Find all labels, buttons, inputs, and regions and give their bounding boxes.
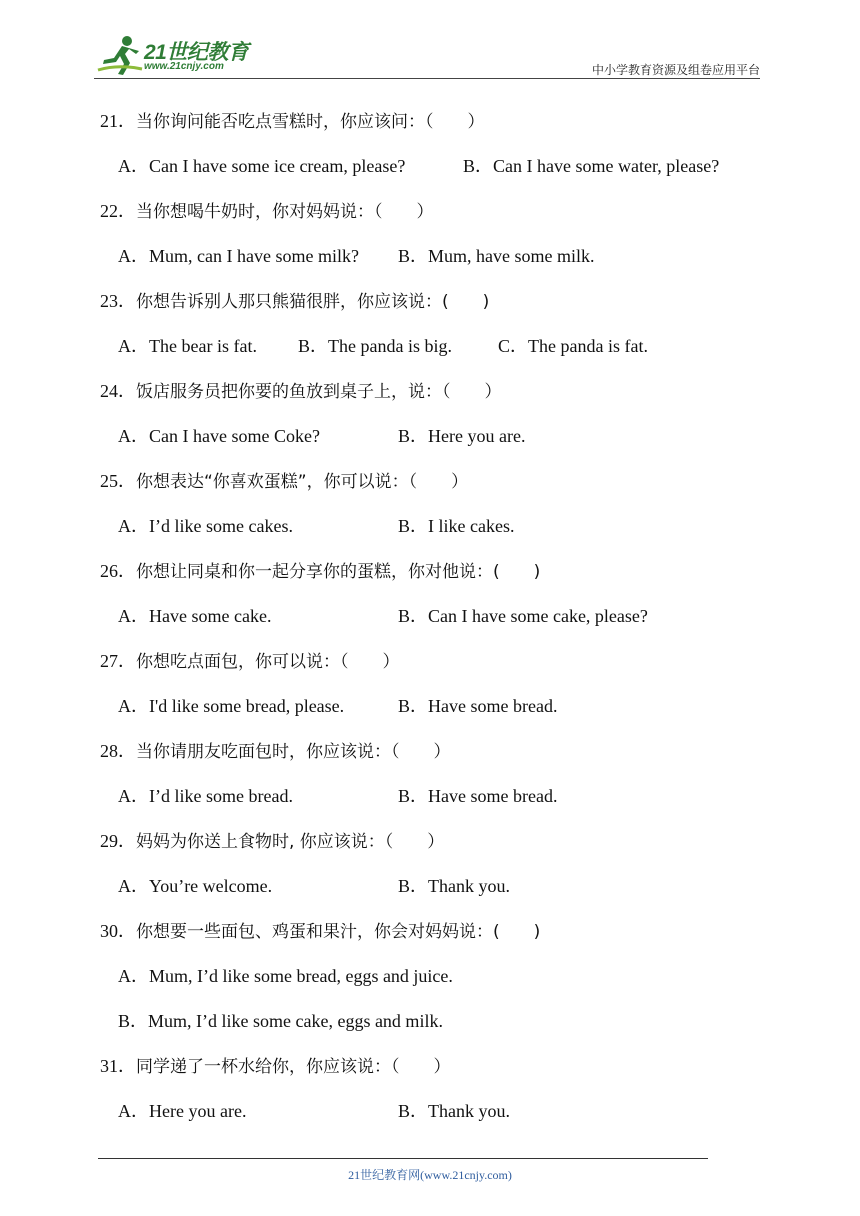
option-23-c: C．The panda is fat. [498, 336, 648, 356]
option-23-b: B．The panda is big. [298, 336, 452, 356]
option-30-b: B．Mum, I’d like some cake, eggs and milk. [118, 1011, 443, 1031]
footer-divider [98, 1158, 708, 1159]
question-number: 21． [100, 111, 136, 131]
question-number: 31． [100, 1056, 136, 1076]
question-number: 22． [100, 201, 136, 221]
question-stem: 你想吃点面包，你可以说：（ ） [136, 652, 400, 672]
runner-logo-icon [94, 34, 146, 76]
question-number: 23． [100, 291, 136, 311]
option-22-a: A．Mum, can I have some milk? [118, 246, 359, 266]
option-25-b: B．I like cakes. [398, 516, 515, 536]
option-31-a: A．Here you are. [118, 1101, 247, 1121]
question-29 [100, 832, 444, 851]
question-stem: 饭店服务员把你要的鱼放到桌子上，说：（ ） [136, 382, 502, 402]
logo-url: www.21cnjy.com [144, 61, 224, 72]
option-26-b: B．Can I have some cake, please? [398, 606, 648, 626]
question-stem: 当你询问能否吃点雪糕时，你应该问：（ ） [136, 112, 485, 132]
option-26-a: A．Have some cake. [118, 606, 272, 626]
option-31-b: B．Thank you. [398, 1101, 510, 1121]
question-27 [100, 652, 400, 671]
logo-text: 21世纪教育 [144, 41, 249, 64]
option-25-a: A．I’d like some cakes. [118, 516, 293, 536]
option-28-a: A．I’d like some bread. [118, 786, 293, 806]
option-21-a: A．Can I have some ice cream, please? [118, 156, 406, 176]
option-30-a: A．Mum, I’d like some bread, eggs and juice. [118, 966, 453, 986]
question-number: 29． [100, 831, 136, 851]
question-number: 28． [100, 741, 136, 761]
question-number: 26． [100, 561, 136, 581]
option-29-b: B．Thank you. [398, 876, 510, 896]
question-31 [100, 1057, 451, 1076]
page-footer: 21世纪教育网(www.21cnjy.com) [348, 1168, 512, 1182]
option-27-b: B．Have some bread. [398, 696, 558, 716]
option-22-b: B．Mum, have some milk. [398, 246, 595, 266]
option-23-a: A．The bear is fat. [118, 336, 257, 356]
question-25 [100, 472, 468, 491]
option-21-b: B．Can I have some water, please? [463, 156, 720, 176]
question-24 [100, 382, 502, 401]
question-stem: 你想告诉别人那只熊猫很胖，你应该说：( ) [136, 292, 490, 312]
question-stem: 你想让同桌和你一起分享你的蛋糕，你对他说：( ) [136, 562, 541, 582]
question-stem: 你想表达“你喜欢蛋糕”，你可以说：（ ） [136, 472, 469, 492]
question-30 [100, 922, 540, 941]
page-header [94, 34, 760, 80]
question-number: 25． [100, 471, 136, 491]
question-number: 30． [100, 921, 136, 941]
question-stem: 同学递了一杯水给你，你应该说：（ ） [136, 1057, 451, 1077]
option-24-a: A．Can I have some Coke? [118, 426, 320, 446]
question-number: 24． [100, 381, 136, 401]
question-number: 27． [100, 651, 136, 671]
option-24-b: B．Here you are. [398, 426, 526, 446]
question-26 [100, 562, 540, 581]
question-stem: 当你想喝牛奶时，你对妈妈说：（ ） [136, 202, 434, 222]
option-29-a: A．You’re welcome. [118, 876, 273, 896]
question-28 [100, 742, 451, 761]
question-stem: 妈妈为你送上食物时, 你应该说：（ ） [136, 832, 445, 852]
question-stem: 当你请朋友吃面包时，你应该说：（ ） [136, 742, 451, 762]
platform-label: 中小学教育资源及组卷应用平台 [591, 63, 760, 77]
option-28-b: B．Have some bread. [398, 786, 558, 806]
question-22 [100, 202, 434, 221]
header-divider [94, 78, 760, 79]
question-21 [100, 112, 485, 131]
logo [94, 34, 264, 78]
question-stem: 你想要一些面包、鸡蛋和果汁，你会对妈妈说：( ) [136, 922, 541, 942]
option-27-a: A．I'd like some bread, please. [118, 696, 345, 716]
question-23 [100, 292, 489, 311]
